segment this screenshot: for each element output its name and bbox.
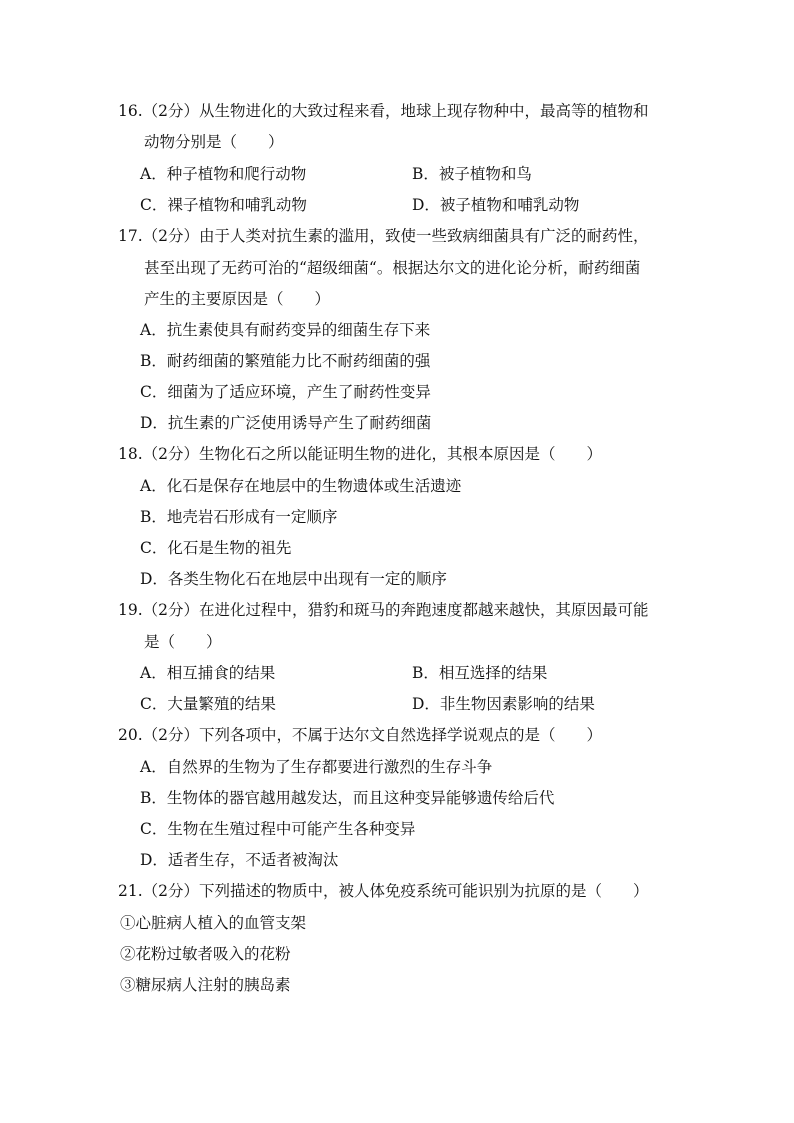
- question-18-option-d: D．各类生物化石在地层中出现有一定的顺序: [140, 570, 447, 588]
- question-16-option-d: D．被子植物和哺乳动物: [412, 196, 580, 214]
- question-17-option-a: A．抗生素使具有耐药变异的细菌生存下来: [140, 321, 431, 339]
- question-number: 21.: [118, 882, 143, 900]
- question-17-stem: [118, 226, 649, 246]
- question-20-option-c: C．生物在生殖过程中可能产生各种变异: [140, 820, 416, 838]
- question-20-option-d: D．适者生存，不适者被淘汰: [140, 851, 339, 869]
- question-18-option-b: B．地壳岩石形成有一定顺序: [140, 508, 338, 526]
- question-21-item-3: ③糖尿病人注射的胰岛素: [120, 976, 291, 994]
- question-score: （2分）: [142, 882, 200, 900]
- question-17-option-d: D．抗生素的广泛使用诱导产生了耐药细菌: [140, 414, 432, 432]
- question-18-stem: [118, 444, 602, 464]
- question-number: 16.: [118, 102, 143, 120]
- question-17-stem-cont: 产生的主要原因是（ ）: [144, 290, 331, 308]
- question-21-item-1: ①心脏病人植入的血管支架: [120, 914, 307, 932]
- question-16-option-b: B．被子植物和鸟: [412, 165, 532, 183]
- question-text: 在进化过程中，猎豹和斑马的奔跑速度都越来越快，其原因最可能: [199, 601, 649, 619]
- question-21-item-2: ②花粉过敏者吸入的花粉: [120, 945, 291, 963]
- question-score: （2分）: [142, 102, 200, 120]
- question-number: 19.: [118, 601, 143, 619]
- question-19-stem-cont: 是（ ）: [144, 633, 222, 651]
- question-16-option-c: C．裸子植物和哺乳动物: [140, 196, 307, 214]
- question-20-option-a: A．自然界的生物为了生存都要进行激烈的生存斗争: [140, 758, 493, 776]
- question-number: 18.: [118, 445, 143, 463]
- question-19-option-a: A．相互捕食的结果: [140, 664, 276, 682]
- question-text: 生物化石之所以能证明生物的进化，其根本原因是（ ）: [199, 445, 603, 463]
- question-16-stem: [118, 101, 649, 121]
- question-text: 从生物进化的大致过程来看，地球上现存物种中，最高等的植物和: [199, 102, 649, 120]
- question-20-stem: [118, 725, 602, 745]
- question-score: （2分）: [142, 601, 200, 619]
- question-text: 由于人类对抗生素的滥用，致使一些致病细菌具有广泛的耐药性，: [199, 227, 649, 245]
- question-17-option-c: C．细菌为了适应环境，产生了耐药性变异: [140, 383, 431, 401]
- question-19-option-b: B．相互选择的结果: [412, 664, 548, 682]
- question-text: 下列各项中，不属于达尔文自然选择学说观点的是（ ）: [199, 726, 603, 744]
- question-score: （2分）: [142, 445, 200, 463]
- question-number: 17.: [118, 227, 143, 245]
- question-score: （2分）: [142, 726, 200, 744]
- question-19-option-c: C．大量繁殖的结果: [140, 695, 276, 713]
- question-text: 下列描述的物质中，被人体免疫系统可能识别为抗原的是（ ）: [199, 882, 649, 900]
- question-21-stem: [118, 881, 649, 901]
- question-19-option-d: D．非生物因素影响的结果: [412, 695, 595, 713]
- question-16-option-a: A．种子植物和爬行动物: [140, 165, 307, 183]
- question-17-stem-cont: 甚至出现了无药可治的“超级细菌“。根据达尔文的进化论分析，耐药细菌: [144, 259, 641, 277]
- question-16-stem-cont: 动物分别是（ ）: [144, 133, 284, 151]
- question-18-option-a: A．化石是保存在地层中的生物遗体或生活遗迹: [140, 477, 462, 495]
- question-score: （2分）: [142, 227, 200, 245]
- question-19-stem: [118, 600, 649, 620]
- question-18-option-c: C．化石是生物的祖先: [140, 539, 292, 557]
- question-17-option-b: B．耐药细菌的繁殖能力比不耐药细菌的强: [140, 352, 431, 370]
- question-20-option-b: B．生物体的器官越用越发达，而且这种变异能够遗传给后代: [140, 789, 555, 807]
- question-number: 20.: [118, 726, 143, 744]
